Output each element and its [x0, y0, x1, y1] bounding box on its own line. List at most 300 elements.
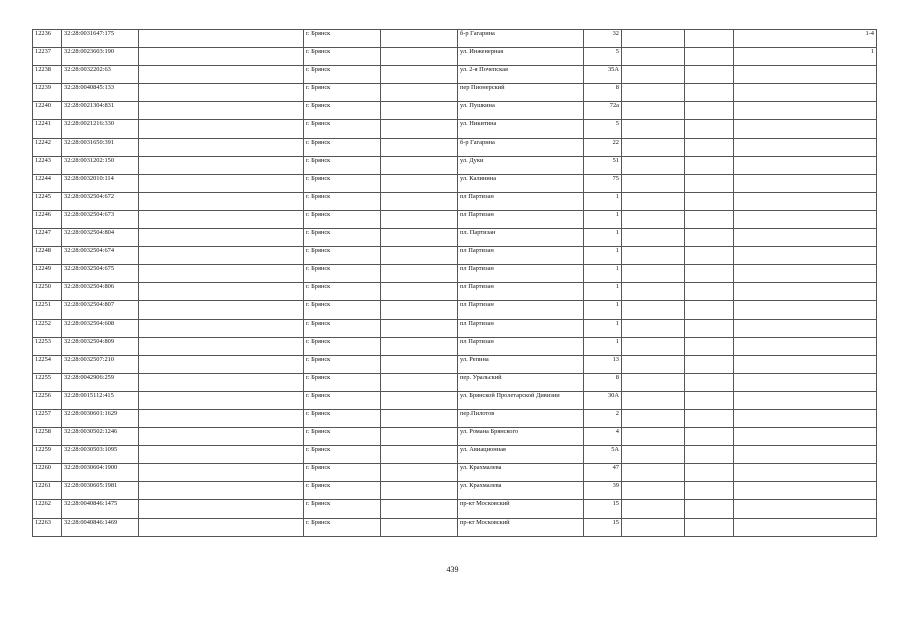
street-cell: пл Партизан	[458, 301, 584, 319]
street-cell: ул. Крахмалева	[458, 464, 584, 482]
street-cell: пл Партизан	[458, 265, 584, 283]
empty-cell	[685, 30, 734, 48]
record-number-cell: 12254	[33, 355, 62, 373]
city-cell: г. Брянск	[304, 373, 381, 391]
empty-cell	[622, 301, 685, 319]
apartment-cell	[734, 265, 877, 283]
table-row	[33, 84, 877, 102]
city-cell: г. Брянск	[304, 391, 381, 409]
empty-cell	[381, 337, 458, 355]
empty-cell	[381, 229, 458, 247]
empty-cell	[685, 500, 734, 518]
street-cell: б-р Гагарина	[458, 138, 584, 156]
empty-cell	[139, 210, 304, 228]
register-table	[32, 29, 877, 537]
city-cell: г. Брянск	[304, 283, 381, 301]
record-number-cell: 12260	[33, 464, 62, 482]
empty-cell	[381, 174, 458, 192]
house-number-cell: 30А	[584, 391, 622, 409]
street-cell: пл Партизан	[458, 192, 584, 210]
empty-cell	[622, 229, 685, 247]
apartment-cell	[734, 373, 877, 391]
apartment-cell	[734, 84, 877, 102]
record-number-cell: 12263	[33, 518, 62, 536]
empty-cell	[685, 66, 734, 84]
empty-cell	[139, 409, 304, 427]
city-cell: г. Брянск	[304, 355, 381, 373]
table-row	[33, 319, 877, 337]
record-number-cell: 12247	[33, 229, 62, 247]
empty-cell	[381, 66, 458, 84]
record-number-cell: 12250	[33, 283, 62, 301]
record-number-cell: 12258	[33, 428, 62, 446]
street-cell: пл Партизан	[458, 210, 584, 228]
table-row	[33, 247, 877, 265]
house-number-cell: 5	[584, 120, 622, 138]
apartment-cell	[734, 500, 877, 518]
table-row	[33, 30, 877, 48]
cadastral-number-cell: 32:28:0032504:807	[62, 301, 139, 319]
empty-cell	[685, 518, 734, 536]
city-cell: г. Брянск	[304, 138, 381, 156]
record-number-cell: 12252	[33, 319, 62, 337]
empty-cell	[622, 446, 685, 464]
empty-cell	[685, 391, 734, 409]
house-number-cell: 72а	[584, 102, 622, 120]
empty-cell	[139, 174, 304, 192]
empty-cell	[622, 518, 685, 536]
city-cell: г. Брянск	[304, 500, 381, 518]
empty-cell	[381, 210, 458, 228]
house-number-cell: 5	[584, 48, 622, 66]
city-cell: г. Брянск	[304, 210, 381, 228]
empty-cell	[685, 102, 734, 120]
empty-cell	[381, 373, 458, 391]
empty-cell	[622, 84, 685, 102]
record-number-cell: 12240	[33, 102, 62, 120]
record-number-cell: 12261	[33, 482, 62, 500]
cadastral-number-cell: 32:28:0030503:1095	[62, 446, 139, 464]
street-cell: ул. Пушкина	[458, 102, 584, 120]
empty-cell	[381, 265, 458, 283]
street-cell: ул. Крахмалева	[458, 482, 584, 500]
cadastral-number-cell: 32:28:0031650:391	[62, 138, 139, 156]
empty-cell	[685, 265, 734, 283]
record-number-cell: 12239	[33, 84, 62, 102]
empty-cell	[685, 210, 734, 228]
city-cell: г. Брянск	[304, 337, 381, 355]
record-number-cell: 12243	[33, 156, 62, 174]
empty-cell	[622, 428, 685, 446]
cadastral-number-cell: 32:28:0042906:259	[62, 373, 139, 391]
empty-cell	[381, 138, 458, 156]
cadastral-number-cell: 32:28:0030605:1981	[62, 482, 139, 500]
cadastral-number-cell: 32:28:0032504:674	[62, 247, 139, 265]
street-cell: пр-кт Московский	[458, 518, 584, 536]
empty-cell	[622, 247, 685, 265]
empty-cell	[139, 518, 304, 536]
cadastral-number-cell: 32:28:0040845:133	[62, 84, 139, 102]
empty-cell	[139, 84, 304, 102]
empty-cell	[381, 30, 458, 48]
street-cell: ул. Инженерная	[458, 48, 584, 66]
record-number-cell: 12236	[33, 30, 62, 48]
record-number-cell: 12253	[33, 337, 62, 355]
cadastral-number-cell: 32:28:0032504:675	[62, 265, 139, 283]
empty-cell	[381, 482, 458, 500]
city-cell: г. Брянск	[304, 102, 381, 120]
city-cell: г. Брянск	[304, 120, 381, 138]
record-number-cell: 12256	[33, 391, 62, 409]
city-cell: г. Брянск	[304, 301, 381, 319]
city-cell: г. Брянск	[304, 30, 381, 48]
empty-cell	[685, 373, 734, 391]
empty-cell	[139, 30, 304, 48]
empty-cell	[139, 48, 304, 66]
house-number-cell: 1	[584, 301, 622, 319]
table-row	[33, 102, 877, 120]
record-number-cell: 12237	[33, 48, 62, 66]
city-cell: г. Брянск	[304, 319, 381, 337]
register-body	[33, 30, 877, 537]
house-number-cell: 32	[584, 30, 622, 48]
record-number-cell: 12248	[33, 247, 62, 265]
city-cell: г. Брянск	[304, 174, 381, 192]
cadastral-number-cell: 32:28:0032202:63	[62, 66, 139, 84]
house-number-cell: 5А	[584, 446, 622, 464]
city-cell: г. Брянск	[304, 84, 381, 102]
empty-cell	[381, 102, 458, 120]
empty-cell	[685, 446, 734, 464]
empty-cell	[685, 247, 734, 265]
apartment-cell	[734, 210, 877, 228]
city-cell: г. Брянск	[304, 409, 381, 427]
empty-cell	[139, 355, 304, 373]
empty-cell	[139, 156, 304, 174]
cadastral-number-cell: 32:28:0032504:806	[62, 283, 139, 301]
empty-cell	[139, 192, 304, 210]
empty-cell	[685, 120, 734, 138]
empty-cell	[685, 428, 734, 446]
empty-cell	[139, 301, 304, 319]
empty-cell	[139, 319, 304, 337]
house-number-cell: 4	[584, 428, 622, 446]
city-cell: г. Брянск	[304, 482, 381, 500]
street-cell: ул. Дуки	[458, 156, 584, 174]
record-number-cell: 12245	[33, 192, 62, 210]
table-row	[33, 337, 877, 355]
house-number-cell: 22	[584, 138, 622, 156]
table-row	[33, 156, 877, 174]
empty-cell	[622, 30, 685, 48]
apartment-cell	[734, 518, 877, 536]
city-cell: г. Брянск	[304, 48, 381, 66]
house-number-cell: 1	[584, 265, 622, 283]
empty-cell	[622, 138, 685, 156]
street-cell: ул. Репина	[458, 355, 584, 373]
city-cell: г. Брянск	[304, 156, 381, 174]
city-cell: г. Брянск	[304, 518, 381, 536]
empty-cell	[139, 247, 304, 265]
street-cell: пл Партизан	[458, 283, 584, 301]
cadastral-number-cell: 32:28:0015112:415	[62, 391, 139, 409]
house-number-cell: 8	[584, 373, 622, 391]
empty-cell	[685, 319, 734, 337]
cadastral-number-cell: 32:28:0023603:190	[62, 48, 139, 66]
house-number-cell: 1	[584, 319, 622, 337]
house-number-cell: 75	[584, 174, 622, 192]
cadastral-number-cell: 32:28:0030502:1246	[62, 428, 139, 446]
empty-cell	[622, 156, 685, 174]
empty-cell	[622, 210, 685, 228]
empty-cell	[685, 174, 734, 192]
house-number-cell: 15	[584, 518, 622, 536]
record-number-cell: 12242	[33, 138, 62, 156]
empty-cell	[622, 464, 685, 482]
empty-cell	[381, 192, 458, 210]
street-cell: ул. Брянской Пролетарской Дивизии	[458, 391, 584, 409]
street-cell: пл Партизан	[458, 319, 584, 337]
cadastral-number-cell: 32:28:0032504:672	[62, 192, 139, 210]
table-row	[33, 174, 877, 192]
empty-cell	[685, 355, 734, 373]
table-row	[33, 446, 877, 464]
record-number-cell: 12257	[33, 409, 62, 427]
cadastral-number-cell: 32:28:0032504:608	[62, 319, 139, 337]
empty-cell	[622, 66, 685, 84]
cadastral-number-cell: 32:28:0031647:175	[62, 30, 139, 48]
cadastral-number-cell: 32:28:0032507:210	[62, 355, 139, 373]
empty-cell	[381, 120, 458, 138]
house-number-cell: 1	[584, 192, 622, 210]
house-number-cell: 15	[584, 500, 622, 518]
apartment-cell	[734, 229, 877, 247]
street-cell: пл. Партизан	[458, 229, 584, 247]
empty-cell	[622, 500, 685, 518]
apartment-cell	[734, 138, 877, 156]
empty-cell	[622, 319, 685, 337]
empty-cell	[685, 229, 734, 247]
empty-cell	[139, 283, 304, 301]
empty-cell	[139, 120, 304, 138]
table-row	[33, 192, 877, 210]
table-row	[33, 66, 877, 84]
street-cell: пр-кт Московский	[458, 500, 584, 518]
table-row	[33, 482, 877, 500]
apartment-cell	[734, 409, 877, 427]
street-cell: пер.Пилотов	[458, 409, 584, 427]
apartment-cell: 1-4	[734, 30, 877, 48]
empty-cell	[139, 337, 304, 355]
house-number-cell: 1	[584, 210, 622, 228]
empty-cell	[622, 265, 685, 283]
apartment-cell	[734, 192, 877, 210]
apartment-cell	[734, 391, 877, 409]
street-cell: ул. Никитина	[458, 120, 584, 138]
apartment-cell	[734, 355, 877, 373]
record-number-cell: 12244	[33, 174, 62, 192]
table-row	[33, 265, 877, 283]
house-number-cell: 1	[584, 247, 622, 265]
record-number-cell: 12238	[33, 66, 62, 84]
cadastral-number-cell: 32:28:0031202:150	[62, 156, 139, 174]
table-row	[33, 48, 877, 66]
empty-cell	[139, 500, 304, 518]
empty-cell	[381, 283, 458, 301]
empty-cell	[685, 464, 734, 482]
house-number-cell: 51	[584, 156, 622, 174]
street-cell: пл Партизан	[458, 247, 584, 265]
empty-cell	[685, 138, 734, 156]
cadastral-number-cell: 32:28:0032504:673	[62, 210, 139, 228]
city-cell: г. Брянск	[304, 229, 381, 247]
empty-cell	[381, 500, 458, 518]
empty-cell	[685, 156, 734, 174]
apartment-cell: 1	[734, 48, 877, 66]
table-row	[33, 428, 877, 446]
empty-cell	[139, 446, 304, 464]
house-number-cell: 13	[584, 355, 622, 373]
empty-cell	[139, 464, 304, 482]
table-row	[33, 138, 877, 156]
city-cell: г. Брянск	[304, 428, 381, 446]
empty-cell	[685, 337, 734, 355]
apartment-cell	[734, 319, 877, 337]
empty-cell	[139, 373, 304, 391]
empty-cell	[622, 192, 685, 210]
empty-cell	[381, 409, 458, 427]
record-number-cell: 12249	[33, 265, 62, 283]
street-cell: б-р Гагарина	[458, 30, 584, 48]
street-cell: ул. Калинина	[458, 174, 584, 192]
cadastral-number-cell: 32:28:0040846:1475	[62, 500, 139, 518]
apartment-cell	[734, 66, 877, 84]
empty-cell	[622, 174, 685, 192]
city-cell: г. Брянск	[304, 247, 381, 265]
empty-cell	[381, 156, 458, 174]
table-row	[33, 409, 877, 427]
apartment-cell	[734, 120, 877, 138]
page-number: 439	[446, 565, 459, 574]
empty-cell	[622, 283, 685, 301]
empty-cell	[685, 409, 734, 427]
empty-cell	[381, 247, 458, 265]
empty-cell	[381, 464, 458, 482]
empty-cell	[622, 102, 685, 120]
city-cell: г. Брянск	[304, 464, 381, 482]
table-row	[33, 210, 877, 228]
street-cell: пл Партизан	[458, 337, 584, 355]
city-cell: г. Брянск	[304, 446, 381, 464]
cadastral-number-cell: 32:28:0030601:1629	[62, 409, 139, 427]
empty-cell	[685, 84, 734, 102]
empty-cell	[381, 355, 458, 373]
apartment-cell	[734, 337, 877, 355]
cadastral-number-cell: 32:28:0032504:804	[62, 229, 139, 247]
apartment-cell	[734, 156, 877, 174]
cadastral-number-cell: 32:28:0021304:831	[62, 102, 139, 120]
city-cell: г. Брянск	[304, 265, 381, 283]
street-cell: пер. Уральский	[458, 373, 584, 391]
empty-cell	[139, 102, 304, 120]
apartment-cell	[734, 283, 877, 301]
empty-cell	[139, 482, 304, 500]
empty-cell	[685, 192, 734, 210]
empty-cell	[622, 337, 685, 355]
empty-cell	[685, 48, 734, 66]
empty-cell	[139, 138, 304, 156]
table-row	[33, 464, 877, 482]
apartment-cell	[734, 247, 877, 265]
apartment-cell	[734, 102, 877, 120]
city-cell: г. Брянск	[304, 66, 381, 84]
empty-cell	[381, 319, 458, 337]
house-number-cell: 8	[584, 84, 622, 102]
house-number-cell: 1	[584, 229, 622, 247]
apartment-cell	[734, 428, 877, 446]
empty-cell	[381, 391, 458, 409]
street-cell: пер Пионерский	[458, 84, 584, 102]
empty-cell	[381, 84, 458, 102]
table-row	[33, 229, 877, 247]
empty-cell	[622, 120, 685, 138]
table-row	[33, 518, 877, 536]
empty-cell	[139, 428, 304, 446]
empty-cell	[381, 518, 458, 536]
house-number-cell: 35А	[584, 66, 622, 84]
cadastral-number-cell: 32:28:0032504:809	[62, 337, 139, 355]
apartment-cell	[734, 301, 877, 319]
record-number-cell: 12246	[33, 210, 62, 228]
table-row	[33, 500, 877, 518]
empty-cell	[622, 482, 685, 500]
apartment-cell	[734, 174, 877, 192]
cadastral-number-cell: 32:28:0021216:330	[62, 120, 139, 138]
table-row	[33, 391, 877, 409]
cadastral-number-cell: 32:28:0030604:1900	[62, 464, 139, 482]
empty-cell	[685, 283, 734, 301]
empty-cell	[381, 48, 458, 66]
house-number-cell: 39	[584, 482, 622, 500]
empty-cell	[381, 301, 458, 319]
empty-cell	[622, 48, 685, 66]
table-row	[33, 373, 877, 391]
house-number-cell: 2	[584, 409, 622, 427]
apartment-cell	[734, 464, 877, 482]
street-cell: ул. Авиационная	[458, 446, 584, 464]
record-number-cell: 12241	[33, 120, 62, 138]
city-cell: г. Брянск	[304, 192, 381, 210]
street-cell: ул. Романа Брянского	[458, 428, 584, 446]
empty-cell	[139, 229, 304, 247]
empty-cell	[381, 428, 458, 446]
record-number-cell: 12251	[33, 301, 62, 319]
empty-cell	[685, 482, 734, 500]
empty-cell	[139, 265, 304, 283]
empty-cell	[139, 66, 304, 84]
empty-cell	[622, 391, 685, 409]
empty-cell	[381, 446, 458, 464]
street-cell: ул. 2-я Почепская	[458, 66, 584, 84]
record-number-cell: 12255	[33, 373, 62, 391]
record-number-cell: 12259	[33, 446, 62, 464]
empty-cell	[622, 355, 685, 373]
house-number-cell: 1	[584, 283, 622, 301]
cadastral-number-cell: 32:28:0040846:1469	[62, 518, 139, 536]
table-row	[33, 120, 877, 138]
record-number-cell: 12262	[33, 500, 62, 518]
empty-cell	[139, 391, 304, 409]
